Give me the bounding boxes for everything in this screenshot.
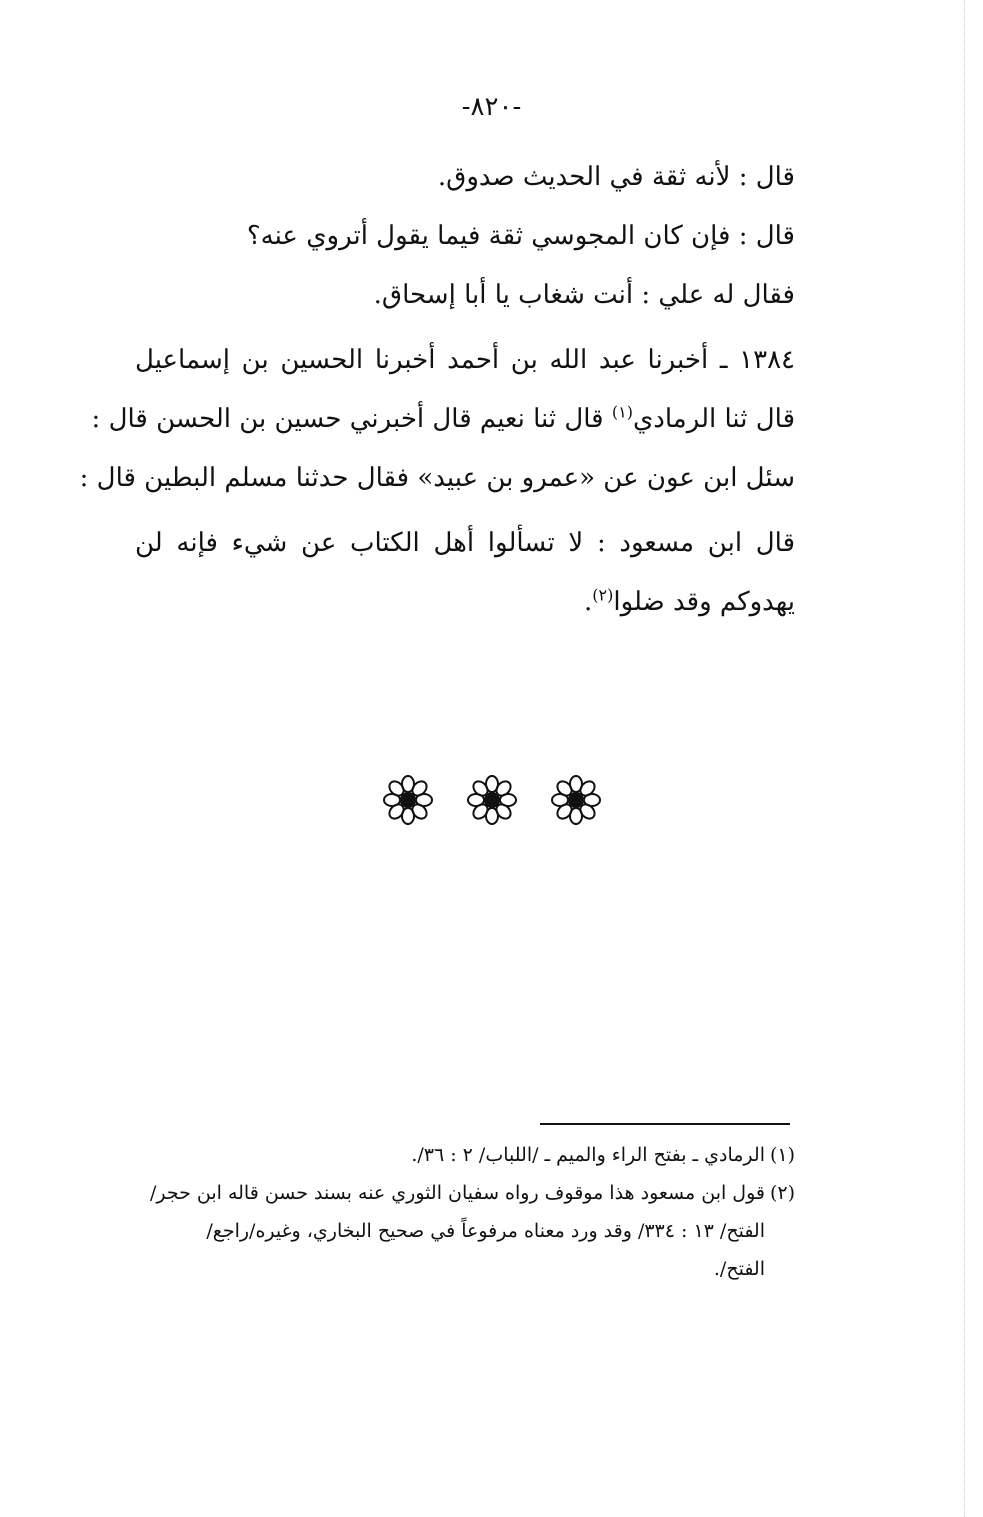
text-line-7: قال ابن مسعود : لا تسألوا أهل الكتاب عن شيء فإنه لن	[135, 528, 795, 558]
text-line-3: فقال له علي : أنت شغاب يا أبا إسحاق.	[373, 280, 795, 310]
footnote-ref-1[interactable]: (١)	[611, 402, 633, 422]
footnote-2	[135, 1174, 795, 1212]
text-line-6: سئل ابن عون عن «عمرو بن عبيد» فقال حدثنا مسلم البطين قال :	[79, 463, 795, 493]
footnote-1-text: الرمادي ـ بفتح الراء والميم ـ /اللباب/ ٢ : ٣٦/.	[411, 1144, 765, 1166]
main-text	[79, 148, 795, 632]
flower-icon	[551, 775, 601, 825]
footnote-1-number: (١)	[769, 1144, 795, 1166]
text-line-1: قال : لأنه ثقة في الحديث صدوق.	[437, 162, 795, 192]
footnote-divider	[540, 1123, 790, 1125]
footnote-2-text-line-3: الفتح/.	[713, 1258, 765, 1280]
line8-text: يهدوكم وقد ضلوا	[613, 587, 795, 617]
line5-rest: قال ثنا نعيم قال أخبرني حسين بن الحسن قال :	[91, 404, 612, 434]
flower-icon	[467, 775, 517, 825]
section-ornament	[0, 775, 983, 825]
text-line-8	[135, 573, 795, 632]
text-line-5	[91, 390, 795, 449]
footnotes	[135, 1136, 795, 1288]
text-line-2: قال : فإن كان المجوسي ثقة فيما يقول أتروي عنه؟	[246, 221, 795, 251]
line8-end: .	[584, 587, 593, 617]
footnote-2-number: (٢)	[769, 1182, 795, 1204]
line5-prefix: قال ثنا الرمادي	[632, 404, 795, 434]
footnote-ref-2[interactable]: (٢)	[592, 585, 614, 605]
footnote-2-text-line-2: الفتح/ ١٣ : ٣٣٤/ وقد ورد معناه مرفوعاً في صحيح البخاري، وغيره/راجع/	[206, 1220, 765, 1242]
flower-icon	[383, 775, 433, 825]
footnote-1	[135, 1136, 795, 1174]
page-number: -٨٢٠-	[461, 92, 522, 122]
scan-edge-line	[964, 0, 965, 1517]
text-line-4: ١٣٨٤ ـ أخبرنا عبد الله بن أحمد أخبرنا الحسين بن إسماعيل	[135, 345, 795, 375]
footnote-2-text-line-1: قول ابن مسعود هذا موقوف رواه سفيان الثوري عنه بسند حسن قاله ابن حجر/	[149, 1182, 765, 1204]
